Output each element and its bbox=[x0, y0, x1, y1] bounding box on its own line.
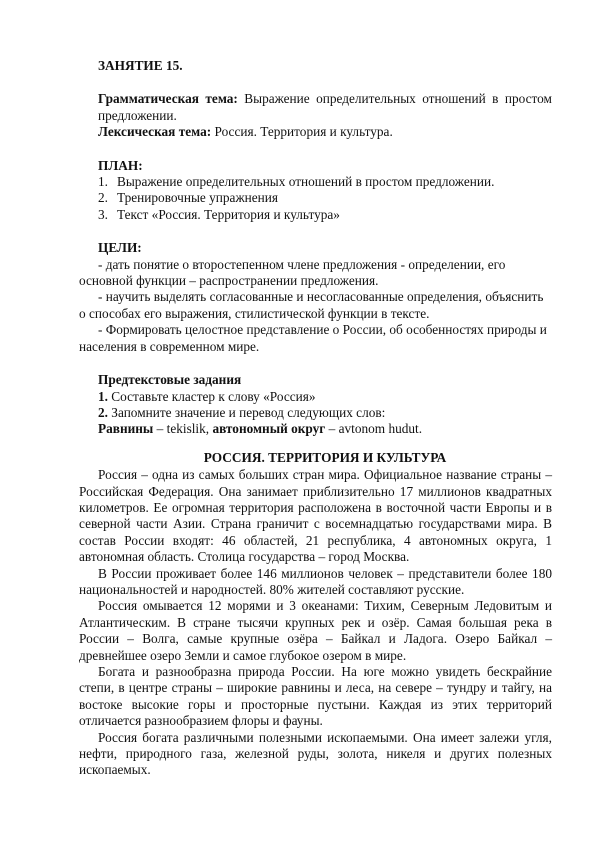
plan-item: 3. Текст «Россия. Территория и культура» bbox=[98, 206, 340, 222]
goals-section bbox=[79, 240, 552, 355]
grammar-topic bbox=[79, 91, 552, 124]
lexical-topic-label: Лексическая тема: bbox=[98, 124, 212, 140]
text-paragraph: Россия богата различными полезными ископаемыми. Она имеет залежи угля, нефти, природного газа, железной руды, золота, никеля и других полезных ископаемых. bbox=[79, 729, 552, 778]
goal-item: - дать понятие о второстепенном члене предложения - определении, его основной функции – распространении предложения. bbox=[79, 256, 506, 289]
grammar-topic-text: Выражение определительных отношений в простом предложении. bbox=[98, 91, 552, 123]
task-2: 2. Запомните значение и перевод следующих слов: bbox=[98, 404, 386, 420]
document-page bbox=[79, 58, 552, 779]
text-paragraph: В России проживает более 146 миллионов человек – представители более 180 национальностей и народностей. 80% жителей составляют русские. bbox=[79, 565, 552, 597]
grammar-topic-label: Грамматическая тема: bbox=[98, 91, 238, 107]
pretext-title: Предтекстовые задания bbox=[98, 372, 242, 388]
goals-title: ЦЕЛИ: bbox=[98, 240, 142, 256]
lexical-topic-text: Россия. Территория и культура. bbox=[211, 124, 393, 140]
text-paragraph: Россия – одна из самых больших стран мира. Официальное название страны – Российская Федерация. Она занимает приблизительно 17 миллионов квадратных километров. Ее огромная территория расположена в восточной части Европы и в северной части Азии. Страна граничит с восемнадцатью государствами мира. В состав России входят: 46 областей, 21 республика, 4 автономных округа, 1 автономная область. Столица государства – город Москва. bbox=[79, 467, 552, 565]
pretext-tasks bbox=[98, 372, 552, 438]
plan-title: ПЛАН: bbox=[98, 157, 143, 173]
lesson-title: ЗАНЯТИЕ 15. bbox=[98, 58, 183, 73]
text-title: РОССИЯ. ТЕРРИТОРИЯ И КУЛЬТУРА bbox=[203, 449, 447, 465]
text-paragraph: Богата и разнообразна природа России. На юге можно увидеть бескрайние степи, в центре страны – широкие равнины и леса, на севере – тундру и тайгу, на востоке высокие горы и просторные пустыни. Каждая из этих территорий отличается разнообразием флоры и фауны. bbox=[79, 664, 552, 729]
main-text-section bbox=[79, 449, 552, 779]
topics-block bbox=[98, 91, 552, 140]
goal-item: - научить выделять согласованные и несогласованные определения, объяснить о способах его выражения, стилистической функции в тексте. bbox=[79, 289, 544, 321]
plan-item: 1. Выражение определительных отношений в простом предложении. bbox=[98, 174, 495, 190]
goal-item: - Формировать целостное представление о России, об особенностях природы и населения в современном мире. bbox=[79, 322, 547, 354]
lexical-topic bbox=[98, 124, 552, 140]
plan-item: 2. Тренировочные упражнения bbox=[98, 190, 279, 206]
text-paragraph: Россия омывается 12 морями и 3 океанами: Тихим, Северным Ледовитым и Атлантическим. В стране тысячи крупных рек и озёр. Самая большая река в России – Волга, самые крупные озёра – Байкал и Ладога. Озеро Байкал – древнейшее озеро Земли и самое глубокое озером в мире. bbox=[79, 598, 552, 663]
vocabulary-line: Равнины – tekislik, автономный округ – avtonom hudut. bbox=[98, 421, 423, 437]
plan-section bbox=[98, 158, 552, 224]
task-1: 1. Составьте кластер к слову «Россия» bbox=[98, 388, 316, 404]
